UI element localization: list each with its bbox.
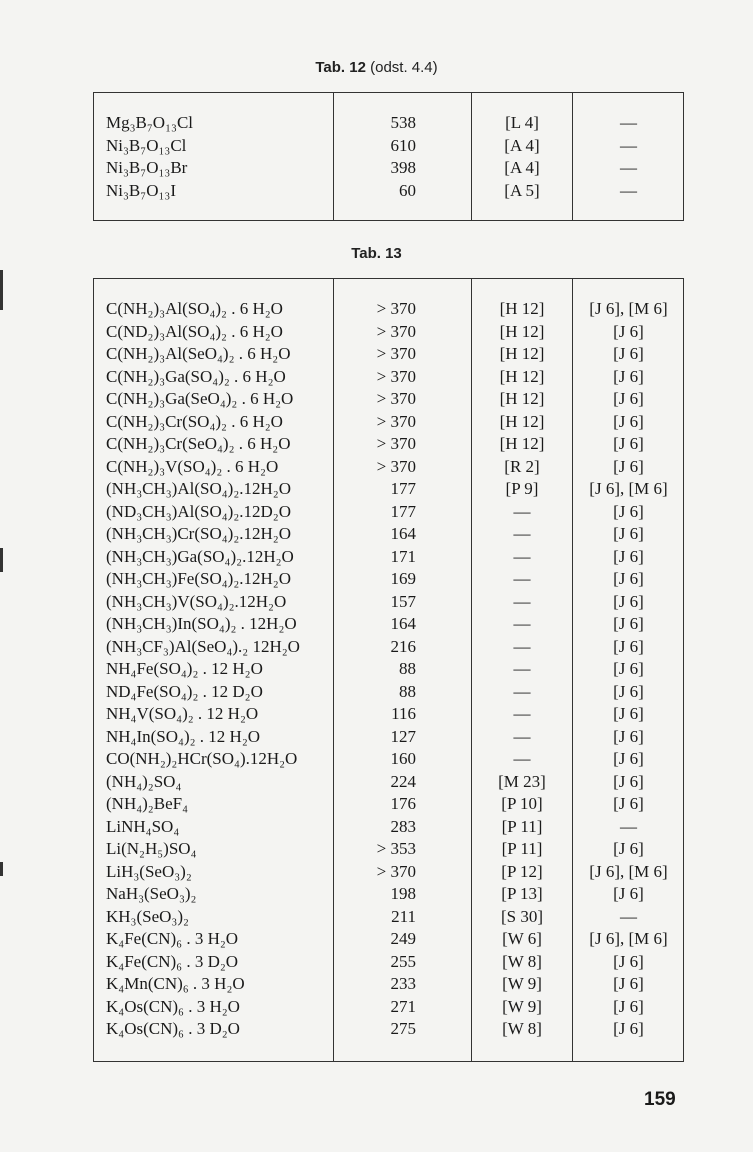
formula-cell: (NH₃CH₃)V(SO₄)₂.12H₂O [106,591,287,611]
value-cell: 176 [390,794,416,813]
value-cell: > 370 [376,861,416,881]
table-row [94,523,683,546]
table-row [94,793,683,816]
table-12-caption [0,59,753,76]
reference-cell: [P 10] [501,794,543,813]
table-row [94,681,683,704]
table-row [94,748,683,771]
value-cell: > 370 [376,321,416,341]
formula-cell: K₄Mn(CN)₆ . 3 H₂O [106,974,245,993]
reference-cell: [W 9] [502,996,542,1016]
reference-cell: — [513,524,531,543]
formula-cell: C(NH₂)₃Ga(SO₄)₂ . 6 H₂O [106,366,286,386]
formula-cell: C(NH₂)₃Ga(SeO₄)₂ . 6 H₂O [106,389,294,408]
reference-cell: [W 6] [502,929,542,948]
reference-2-cell: [J 6], [M 6] [589,861,668,881]
table-row [94,1018,683,1041]
table-13-body [94,298,683,1041]
table-row [94,951,683,974]
reference-cell: [H 12] [499,366,545,386]
reference-2-cell: — [620,158,637,177]
reference-2-cell: [J 6] [613,749,644,768]
reference-2-cell: [J 6] [613,951,644,971]
formula-cell: K₄Fe(CN)₆ . 3 D₂O [106,951,239,971]
table-13-caption-label: Tab. 13 [351,245,402,262]
reference-cell: — [513,659,531,678]
reference-2-cell: — [620,113,637,132]
reference-2-cell: [J 6] [613,389,644,408]
formula-cell: C(NH₂)₃Al(SeO₄)₂ . 6 H₂O [106,344,291,363]
reference-2-cell: [J 6] [613,726,644,746]
reference-2-cell: [J 6] [613,321,644,341]
reference-cell: [S 30] [500,906,544,926]
reference-2-cell: [J 6] [613,659,644,678]
formula-cell: Ni₃B₇O₁₃I [106,180,176,200]
table-row [94,180,683,203]
value-cell: 249 [390,929,416,948]
value-cell: 157 [390,591,416,611]
table-row [94,343,683,366]
reference-2-cell: [J 6] [613,411,644,431]
formula-cell: K₄Fe(CN)₆ . 3 H₂O [106,929,239,948]
value-cell: 177 [390,479,416,498]
formula-cell: NaH₃(SeO₃)₂ [106,884,197,903]
table-row [94,996,683,1019]
reference-cell: [M 23] [498,771,546,791]
reference-cell: [P 12] [501,861,543,881]
formula-cell: C(NH₂)₃Cr(SO₄)₂ . 6 H₂O [106,411,283,431]
value-cell: > 370 [376,434,416,453]
reference-cell: [H 12] [499,389,545,408]
reference-cell: [R 2] [504,456,540,476]
table-row [94,883,683,906]
reference-2-cell: [J 6] [613,344,644,363]
reference-cell: — [513,726,531,746]
table-12-caption-section: (odst. 4.4) [365,59,438,76]
reference-cell: [P 11] [501,839,543,858]
reference-cell: [H 12] [499,411,545,431]
reference-cell: [P 9] [505,479,539,498]
value-cell: 164 [390,524,416,543]
reference-cell: — [513,681,531,701]
value-cell: 160 [390,749,416,768]
reference-2-cell: [J 6] [613,366,644,386]
reference-2-cell: [J 6] [613,524,644,543]
value-cell: 255 [390,951,416,971]
formula-cell: (NH₄)₂SO₄ [106,771,182,791]
reference-cell: — [513,636,531,656]
reference-cell: [P 13] [501,884,543,903]
table-row [94,771,683,794]
table-row [94,456,683,479]
value-cell: 538 [390,113,416,132]
value-cell: 233 [390,974,416,993]
value-cell: 198 [390,884,416,903]
reference-2-cell: — [620,180,637,200]
table-row [94,816,683,839]
reference-2-cell: [J 6] [613,704,644,723]
formula-cell: (NH₃CH₃)In(SO₄)₂ . 12H₂O [106,614,297,633]
reference-2-cell: [J 6] [613,456,644,476]
reference-cell: — [513,569,531,588]
formula-cell: Li(N₂H₅)SO₄ [106,839,197,858]
table-row [94,613,683,636]
formula-cell: LiNH₄SO₄ [106,816,180,836]
value-cell: 169 [390,569,416,588]
scan-edge-mark [0,862,3,876]
table-row [94,838,683,861]
table-row [94,928,683,951]
value-cell: 610 [390,135,416,155]
scan-edge-mark [0,270,3,310]
table-row [94,501,683,524]
reference-2-cell: [J 6] [613,434,644,453]
table-row [94,388,683,411]
value-cell: 88 [399,681,416,701]
table-row [94,726,683,749]
formula-cell: C(NH₂)₃Al(SO₄)₂ . 6 H₂O [106,299,283,318]
reference-cell: — [513,704,531,723]
reference-2-cell: [J 6] [613,501,644,521]
reference-2-cell: [J 6] [613,636,644,656]
value-cell: > 370 [376,456,416,476]
table-row [94,366,683,389]
value-cell: > 370 [376,411,416,431]
reference-2-cell: [J 6] [613,884,644,903]
reference-2-cell: [J 6] [613,681,644,701]
table-row [94,157,683,180]
table-row [94,906,683,929]
reference-2-cell: [J 6] [613,614,644,633]
reference-2-cell: [J 6] [613,794,644,813]
reference-cell: [L 4] [505,113,539,132]
reference-cell: [P 11] [501,816,543,836]
table-row [94,568,683,591]
value-cell: > 370 [376,389,416,408]
reference-cell: — [513,501,531,521]
value-cell: 88 [399,659,416,678]
formula-cell: C(NH₂)₃V(SO₄)₂ . 6 H₂O [106,456,279,476]
table-13 [93,278,684,1062]
formula-cell: NH₄Fe(SO₄)₂ . 12 H₂O [106,659,263,678]
reference-cell: [H 12] [499,434,545,453]
table-row [94,973,683,996]
formula-cell: (ND₃CH₃)Al(SO₄)₂.12D₂O [106,501,291,521]
page-number: 159 [644,1089,676,1110]
reference-cell: [A 5] [504,180,540,200]
table-row [94,658,683,681]
formula-cell: CO(NH₂)₂HCr(SO₄).12H₂O [106,749,298,768]
reference-cell: [H 12] [499,299,545,318]
reference-cell: [H 12] [499,344,545,363]
value-cell: 164 [390,614,416,633]
value-cell: > 370 [376,344,416,363]
formula-cell: KH₃(SeO₃)₂ [106,906,189,926]
reference-2-cell: [J 6] [613,1019,644,1038]
table-row [94,636,683,659]
table-row [94,591,683,614]
reference-2-cell: — [620,906,637,926]
reference-2-cell: [J 6] [613,546,644,566]
reference-cell: [A 4] [504,135,540,155]
reference-cell: [W 9] [502,974,542,993]
table-row [94,298,683,321]
reference-2-cell: [J 6] [613,839,644,858]
formula-cell: NH₄V(SO₄)₂ . 12 H₂O [106,704,259,723]
formula-cell: ND₄Fe(SO₄)₂ . 12 D₂O [106,681,263,701]
table-12-body [94,112,683,202]
reference-2-cell: [J 6] [613,771,644,791]
value-cell: 216 [390,636,416,656]
reference-cell: [H 12] [499,321,545,341]
value-cell: 271 [390,996,416,1016]
reference-cell: [W 8] [502,1019,542,1038]
value-cell: 224 [390,771,416,791]
value-cell: 283 [390,816,416,836]
formula-cell: (NH₃CH₃)Ga(SO₄)₂.12H₂O [106,546,294,566]
reference-2-cell: [J 6] [613,591,644,611]
reference-cell: — [513,614,531,633]
reference-2-cell: — [620,135,637,155]
reference-2-cell: [J 6] [613,569,644,588]
value-cell: 171 [390,546,416,566]
table-row [94,546,683,569]
formula-cell: Ni₃B₇O₁₃Cl [106,135,187,155]
formula-cell: NH₄In(SO₄)₂ . 12 H₂O [106,726,261,746]
formula-cell: K₄Os(CN)₆ . 3 D₂O [106,1019,240,1038]
reference-2-cell: [J 6], [M 6] [589,299,668,318]
value-cell: 116 [391,704,416,723]
value-cell: > 353 [376,839,416,858]
value-cell: 275 [390,1019,416,1038]
value-cell: > 370 [376,366,416,386]
reference-2-cell: [J 6], [M 6] [589,479,668,498]
table-row [94,112,683,135]
table-row [94,321,683,344]
formula-cell: C(NH₂)₃Cr(SeO₄)₂ . 6 H₂O [106,434,291,453]
formula-cell: LiH₃(SeO₃)₂ [106,861,192,881]
reference-cell: — [513,591,531,611]
scan-edge-mark [0,548,3,572]
reference-cell: — [513,546,531,566]
table-12 [93,92,684,221]
formula-cell: Ni₃B₇O₁₃Br [106,158,188,177]
formula-cell: (NH₃CF₃)Al(SeO₄).₂ 12H₂O [106,636,300,656]
table-row [94,478,683,501]
value-cell: > 370 [376,299,416,318]
value-cell: 127 [390,726,416,746]
table-row [94,135,683,158]
value-cell: 398 [390,158,416,177]
formula-cell: (NH₃CH₃)Cr(SO₄)₂.12H₂O [106,524,291,543]
table-row [94,861,683,884]
formula-cell: Mg₃B₇O₁₃Cl [106,113,194,132]
value-cell: 177 [390,501,416,521]
value-cell: 211 [391,906,416,926]
reference-2-cell: [J 6] [613,974,644,993]
reference-2-cell: — [620,816,637,836]
table-12-caption-label: Tab. 12 [315,59,366,76]
value-cell: 60 [399,180,416,200]
formula-cell: K₄Os(CN)₆ . 3 H₂O [106,996,240,1016]
formula-cell: (NH₃CH₃)Fe(SO₄)₂.12H₂O [106,569,291,588]
table-row [94,433,683,456]
reference-2-cell: [J 6], [M 6] [589,929,668,948]
formula-cell: C(ND₂)₃Al(SO₄)₂ . 6 H₂O [106,321,283,341]
reference-cell: — [513,749,531,768]
table-13-caption [0,245,753,262]
formula-cell: (NH₃CH₃)Al(SO₄)₂.12H₂O [106,479,291,498]
table-row [94,703,683,726]
reference-cell: [A 4] [504,158,540,177]
reference-2-cell: [J 6] [613,996,644,1016]
table-row [94,411,683,434]
formula-cell: (NH₄)₂BeF₄ [106,794,188,813]
reference-cell: [W 8] [502,951,542,971]
